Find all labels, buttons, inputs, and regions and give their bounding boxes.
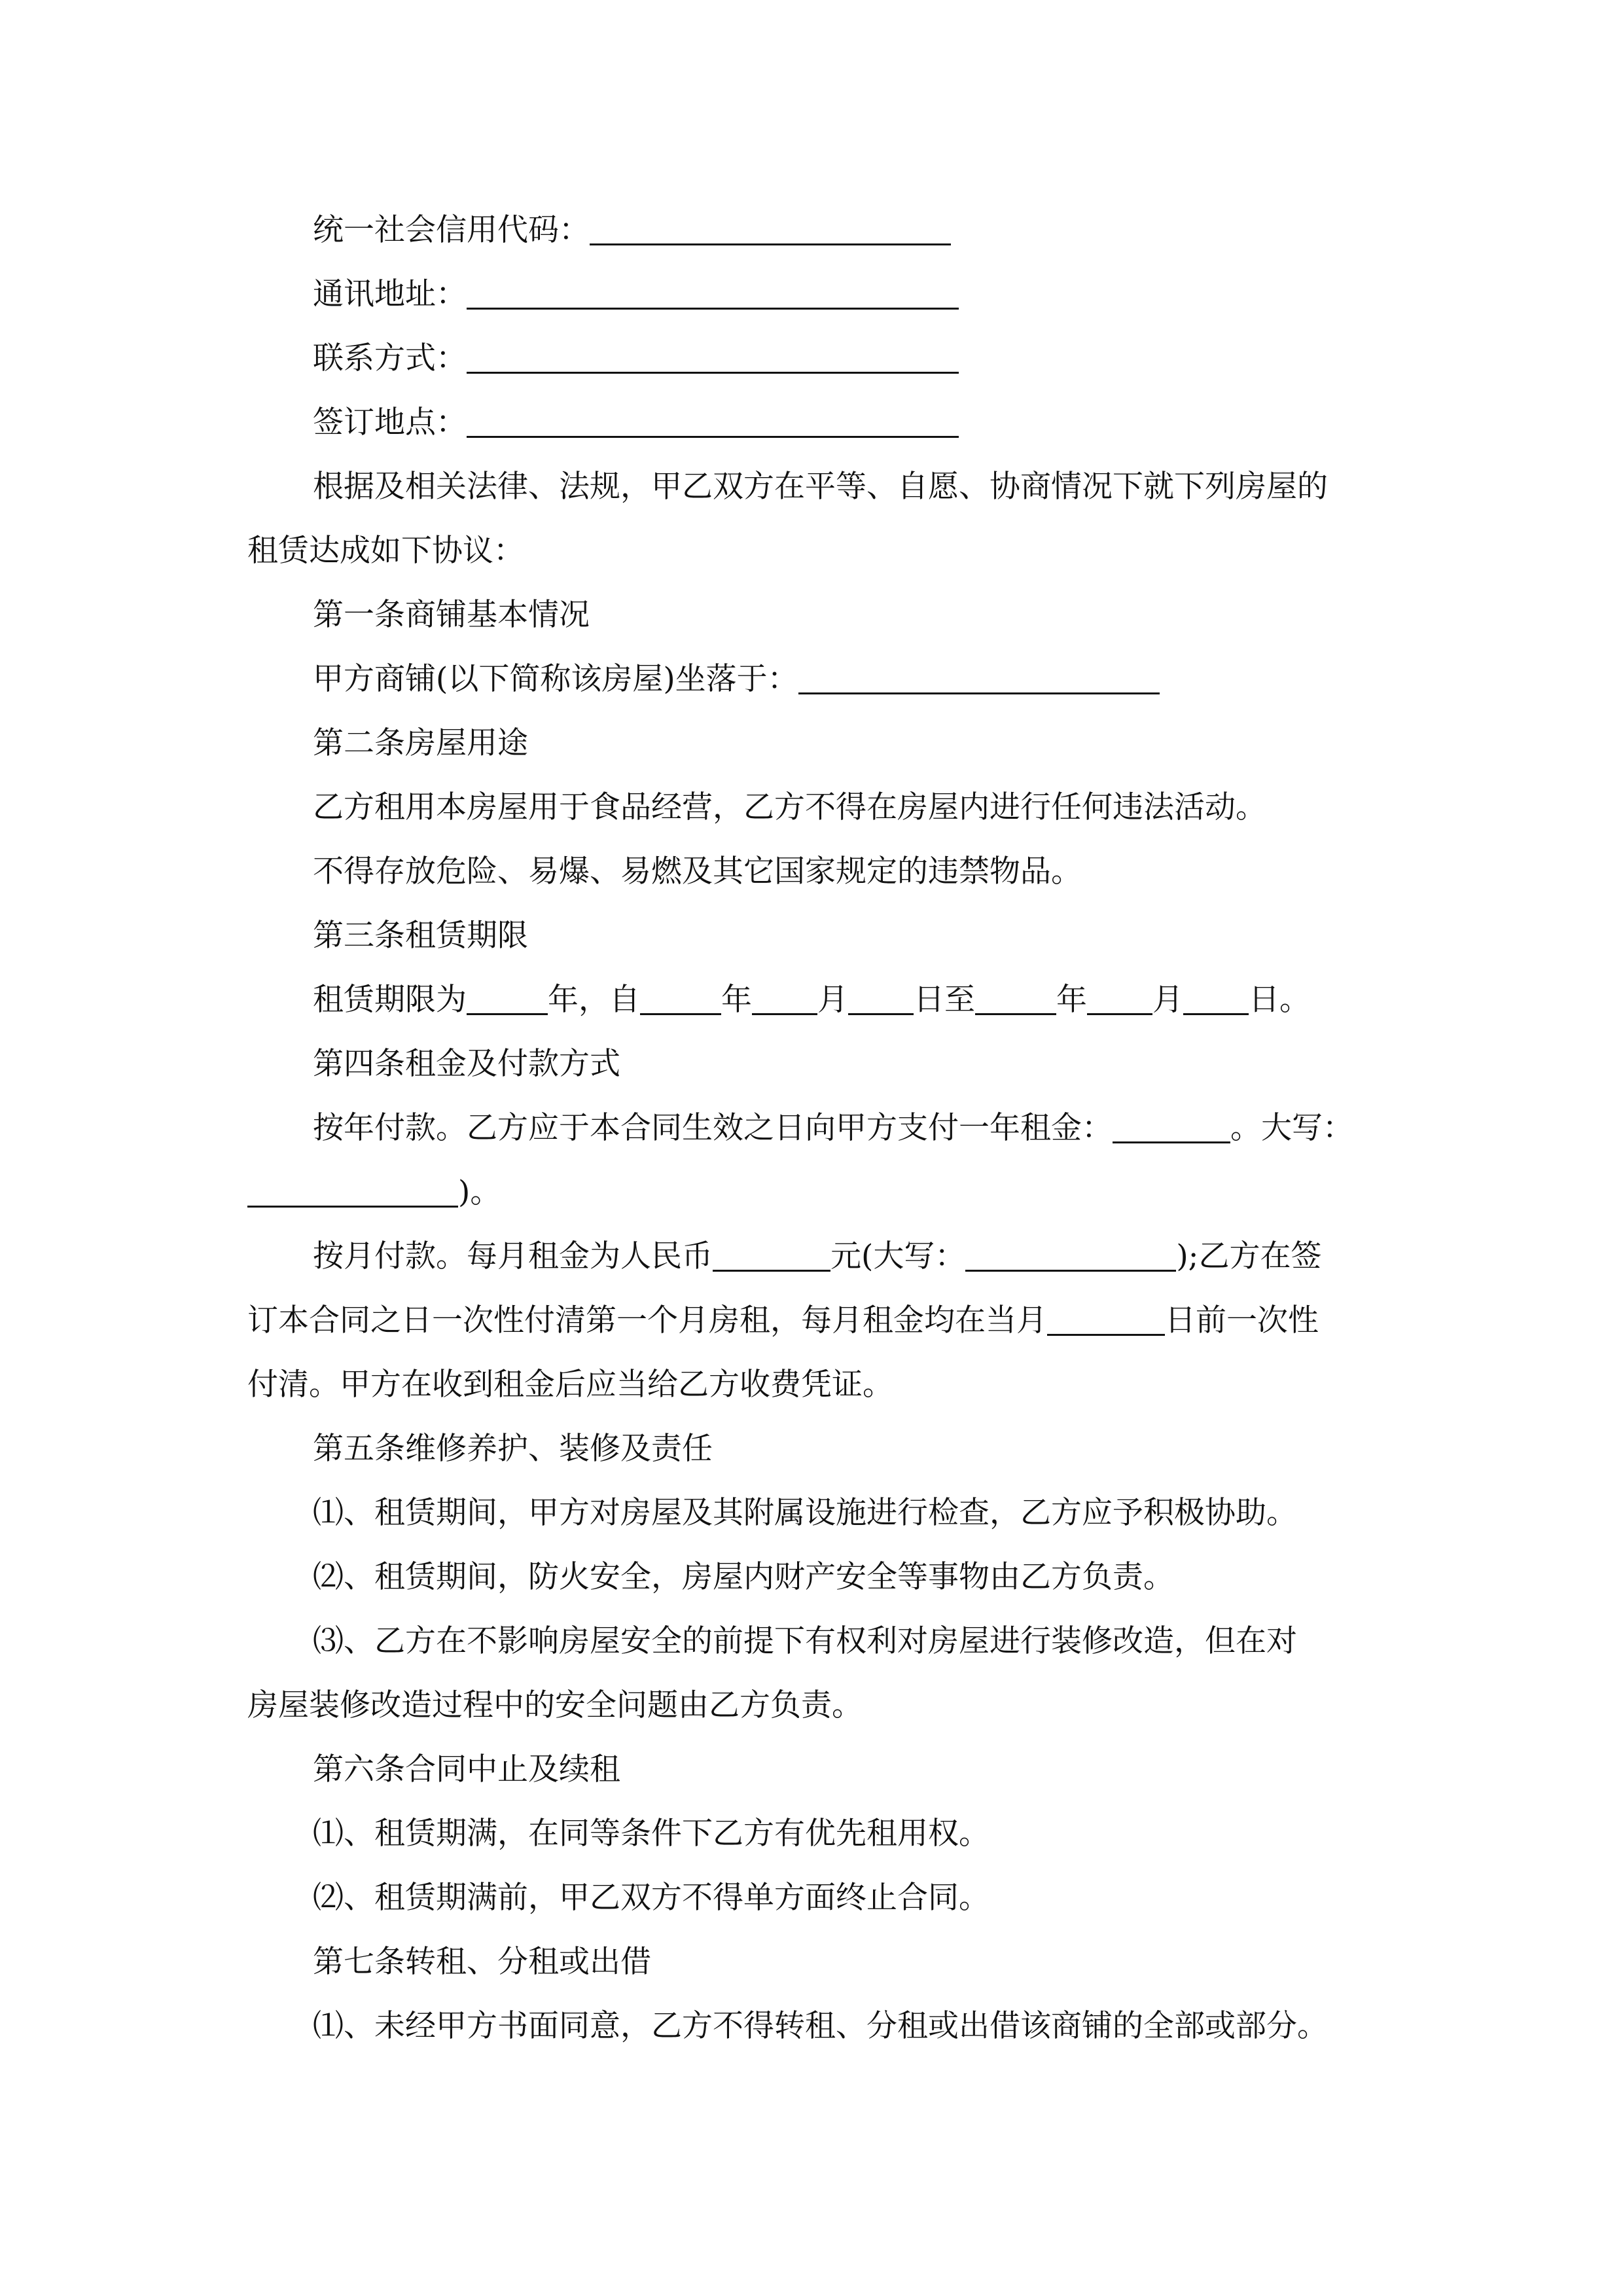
annual-caps-row bbox=[0, 1160, 1623, 1225]
annual-amount-blank[interactable] bbox=[1113, 1107, 1230, 1143]
monthly-payment-row bbox=[0, 1225, 1623, 1289]
article-6-item-2: ⑵、租赁期满前，甲乙双方不得单方面终止合同。 bbox=[313, 1880, 990, 1916]
article-2-line-1: 乙方租用本房屋用于食品经营，乙方不得在房屋内进行任何违法活动。 bbox=[313, 789, 1266, 825]
monthly-line-2-text: 订本合同之日一次性付清第一个月房租，每月租金均在当月 bbox=[247, 1302, 1047, 1338]
address-row bbox=[0, 262, 1623, 327]
credit-code-label: 统一社会信用代码： bbox=[313, 212, 590, 248]
article-5-item-1: ⑴、租赁期间，甲方对房屋及其附属设施进行检查，乙方应予积极协助。 bbox=[313, 1495, 1297, 1531]
address-label: 通讯地址： bbox=[313, 276, 467, 312]
contact-row bbox=[0, 327, 1623, 391]
annual-payment-row bbox=[0, 1096, 1623, 1160]
contact-blank[interactable] bbox=[467, 338, 959, 374]
article-1-title: 第一条商铺基本情况 bbox=[313, 597, 590, 633]
monthly-caps-blank[interactable] bbox=[965, 1236, 1176, 1272]
end-month-unit: 月 bbox=[1152, 982, 1183, 1018]
start-day-blank[interactable] bbox=[848, 979, 914, 1015]
article-2-title: 第二条房屋用途 bbox=[313, 725, 528, 761]
end-day-blank[interactable] bbox=[1183, 979, 1249, 1015]
end-year-unit: 年 bbox=[1056, 982, 1087, 1018]
article-7-item-1: ⑴、未经甲方书面同意，乙方不得转租、分租或出借该商铺的全部或部分。 bbox=[313, 2008, 1328, 2044]
address-blank[interactable] bbox=[467, 274, 959, 310]
preamble-line-2: 租赁达成如下协议： bbox=[247, 533, 524, 569]
location-label: 甲方商铺(以下简称该房屋)坐落于： bbox=[313, 661, 798, 697]
article-4-title: 第四条租金及付款方式 bbox=[313, 1046, 620, 1082]
contact-label: 联系方式： bbox=[313, 340, 467, 376]
preamble-line-1: 根据及相关法律、法规，甲乙双方在平等、自愿、协商情况下就下列房屋的 bbox=[313, 469, 1328, 505]
article-5-title: 第五条维修养护、装修及责任 bbox=[313, 1431, 713, 1467]
article-5-item-3-line-2: 房屋装修改造过程中的安全问题由乙方负责。 bbox=[247, 1687, 863, 1723]
sign-place-blank[interactable] bbox=[467, 402, 959, 438]
monthly-payment-line-3: 付清。甲方在收到租金后应当给乙方收费凭证。 bbox=[247, 1367, 893, 1403]
monthly-line-2-end: 日前一次性 bbox=[1165, 1302, 1319, 1338]
article-6-title: 第六条合同中止及续租 bbox=[313, 1751, 620, 1787]
start-month-blank[interactable] bbox=[752, 979, 817, 1015]
monthly-payment-text: 按月付款。每月租金为人民币 bbox=[313, 1238, 713, 1274]
article-2-line-2: 不得存放危险、易爆、易燃及其它国家规定的违禁物品。 bbox=[313, 853, 1082, 889]
term-from: ，自 bbox=[579, 982, 640, 1018]
term-years-blank[interactable] bbox=[467, 979, 548, 1015]
term-year-unit: 年 bbox=[548, 982, 579, 1018]
term-prefix: 租赁期限为 bbox=[313, 982, 467, 1018]
monthly-amount-blank[interactable] bbox=[713, 1236, 830, 1272]
start-year-unit: 年 bbox=[721, 982, 752, 1018]
article-7-title: 第七条转租、分租或出借 bbox=[313, 1944, 651, 1980]
monthly-sign-text: );乙方在签 bbox=[1176, 1238, 1322, 1274]
monthly-due-day-blank[interactable] bbox=[1047, 1300, 1165, 1336]
annual-caps-close: )。 bbox=[458, 1174, 501, 1210]
monthly-payment-line-2 bbox=[0, 1289, 1623, 1353]
location-blank[interactable] bbox=[798, 658, 1160, 694]
article-5-item-2: ⑵、租赁期间，防火安全，房屋内财产安全等事物由乙方负责。 bbox=[313, 1559, 1174, 1595]
article-6-item-1: ⑴、租赁期满，在同等条件下乙方有优先租用权。 bbox=[313, 1816, 990, 1852]
annual-payment-text: 按年付款。乙方应于本合同生效之日向甲方支付一年租金： bbox=[313, 1110, 1113, 1146]
term-end: 日。 bbox=[1249, 982, 1310, 1018]
sign-place-label: 签订地点： bbox=[313, 404, 467, 440]
annual-caps-label: 。大写： bbox=[1230, 1110, 1353, 1146]
sign-place-row bbox=[0, 391, 1623, 455]
end-month-blank[interactable] bbox=[1087, 979, 1152, 1015]
credit-code-row bbox=[0, 198, 1623, 262]
end-year-blank[interactable] bbox=[975, 979, 1056, 1015]
article-1-location-row bbox=[0, 647, 1623, 711]
annual-caps-blank[interactable] bbox=[247, 1172, 458, 1208]
article-5-item-3-line-1: ⑶、乙方在不影响房屋安全的前提下有权利对房屋进行装修改造，但在对 bbox=[313, 1623, 1297, 1659]
start-year-blank[interactable] bbox=[640, 979, 721, 1015]
term-to: 日至 bbox=[914, 982, 975, 1018]
start-month-unit: 月 bbox=[817, 982, 848, 1018]
monthly-yuan-label: 元(大写： bbox=[830, 1238, 966, 1274]
article-3-term-row bbox=[0, 968, 1623, 1032]
credit-code-blank[interactable] bbox=[590, 209, 951, 245]
article-3-title: 第三条租赁期限 bbox=[313, 918, 528, 954]
